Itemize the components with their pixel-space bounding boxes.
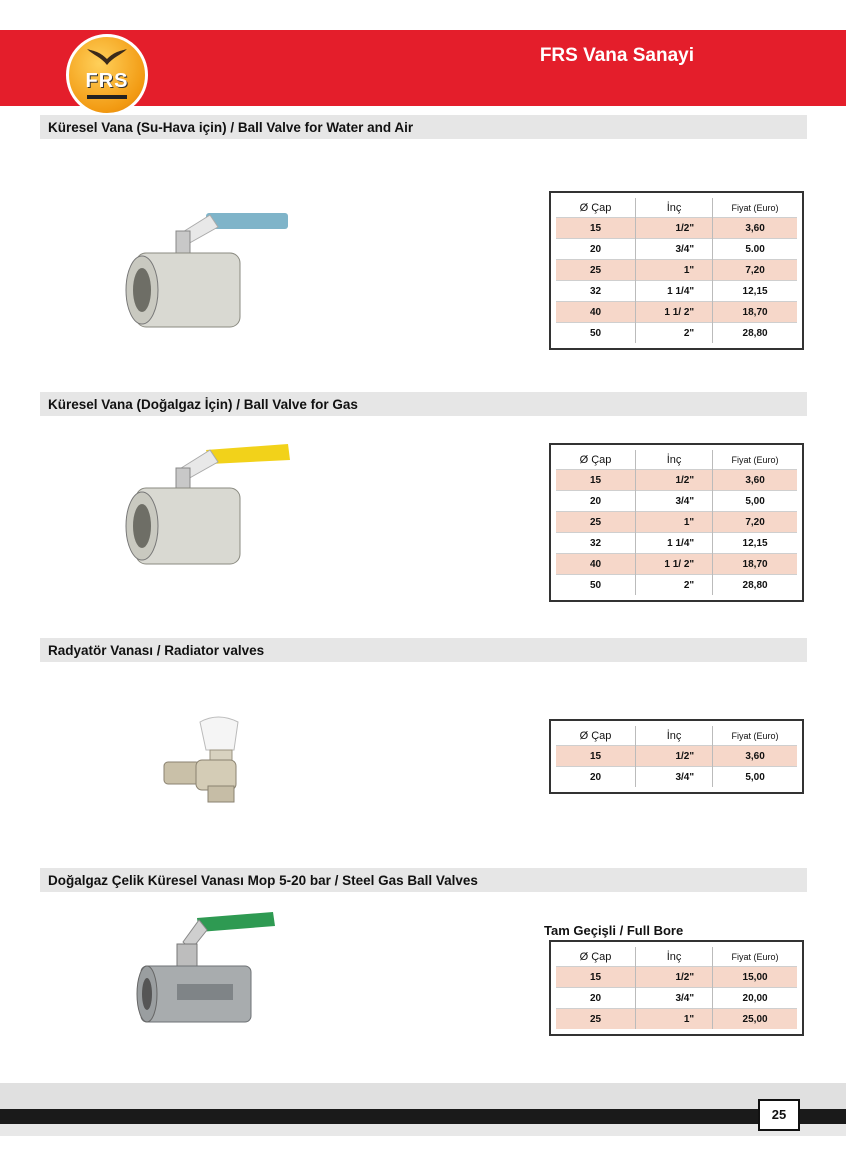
table-row	[556, 575, 797, 596]
cell-inch: 2"	[636, 575, 713, 596]
logo-bar	[87, 95, 127, 99]
cell-price: 20,00	[713, 988, 797, 1009]
price-table-radiator	[549, 719, 804, 794]
col-header-price: Fiyat (Euro)	[731, 454, 779, 465]
col-header-inch: İnç	[636, 450, 713, 470]
cell-price: 5,00	[713, 767, 797, 788]
cell-diameter: 20	[556, 239, 636, 260]
cell-price: 12,15	[713, 281, 797, 302]
footer-band-black	[0, 1109, 846, 1124]
logo-text: FRS	[85, 70, 129, 92]
cell-inch: 1 1/4"	[636, 533, 713, 554]
col-header-diameter: Ø Çap	[556, 726, 636, 746]
cell-inch: 1 1/4"	[636, 281, 713, 302]
table-row	[556, 1009, 797, 1030]
table-row	[556, 967, 797, 988]
section-header-water-air	[40, 115, 807, 139]
cell-price: 28,80	[713, 575, 797, 596]
table-row	[556, 470, 797, 491]
cell-diameter: 40	[556, 302, 636, 323]
cell-inch: 3/4"	[636, 239, 713, 260]
cell-inch: 1"	[636, 260, 713, 281]
table-row	[556, 239, 797, 260]
section-header-radiator	[40, 638, 807, 662]
cell-diameter: 32	[556, 281, 636, 302]
cell-price: 3,60	[713, 218, 797, 239]
table-row	[556, 302, 797, 323]
table-row	[556, 323, 797, 344]
cell-diameter: 20	[556, 767, 636, 788]
page-number: 25	[758, 1099, 800, 1131]
cell-inch: 1"	[636, 512, 713, 533]
cell-diameter: 25	[556, 260, 636, 281]
cell-price: 5,00	[713, 491, 797, 512]
cell-inch: 1 1/ 2"	[636, 302, 713, 323]
cell-price: 3,60	[713, 470, 797, 491]
cell-price: 7,20	[713, 260, 797, 281]
col-header-inch: İnç	[636, 947, 713, 967]
cell-price: 3,60	[713, 746, 797, 767]
price-table-steel-gas	[549, 940, 804, 1036]
ball-valve-blue-image	[118, 205, 298, 340]
cell-price: 18,70	[713, 554, 797, 575]
cell-price: 18,70	[713, 302, 797, 323]
cell-diameter: 15	[556, 218, 636, 239]
col-header-price: Fiyat (Euro)	[731, 202, 779, 213]
col-header-diameter: Ø Çap	[556, 198, 636, 218]
cell-inch: 1/2"	[636, 967, 713, 988]
col-header-inch: İnç	[636, 198, 713, 218]
table-row	[556, 281, 797, 302]
cell-diameter: 32	[556, 533, 636, 554]
section-title: Küresel Vana (Su-Hava için) / Ball Valve for Water and Air	[48, 120, 414, 135]
section-title: Radyatör Vanası / Radiator valves	[48, 643, 265, 658]
cell-price: 25,00	[713, 1009, 797, 1030]
cell-diameter: 15	[556, 967, 636, 988]
col-header-inch: İnç	[636, 726, 713, 746]
cell-diameter: 20	[556, 988, 636, 1009]
cell-diameter: 20	[556, 491, 636, 512]
eagle-wings-icon	[85, 45, 129, 69]
section-title: Doğalgaz Çelik Küresel Vanası Mop 5-20 bar / Steel Gas Ball Valves	[48, 873, 478, 888]
table-row	[556, 988, 797, 1009]
cell-price: 28,80	[713, 323, 797, 344]
cell-inch: 1/2"	[636, 218, 713, 239]
cell-inch: 3/4"	[636, 988, 713, 1009]
table-row	[556, 218, 797, 239]
section-header-steel-gas	[40, 868, 807, 892]
frs-logo	[66, 34, 148, 116]
col-header-diameter: Ø Çap	[556, 947, 636, 967]
section-title: Küresel Vana (Doğalgaz İçin) / Ball Valve for Gas	[48, 397, 358, 412]
cell-diameter: 15	[556, 746, 636, 767]
cell-inch: 1/2"	[636, 470, 713, 491]
price-table-gas	[549, 443, 804, 602]
cell-price: 7,20	[713, 512, 797, 533]
cell-inch: 3/4"	[636, 491, 713, 512]
col-header-price: Fiyat (Euro)	[731, 951, 779, 962]
radiator-valve-image	[160, 710, 260, 810]
table-row	[556, 746, 797, 767]
section-header-gas	[40, 392, 807, 416]
cell-diameter: 25	[556, 1009, 636, 1030]
cell-diameter: 50	[556, 323, 636, 344]
brand-title: FRS Vana Sanayi	[539, 45, 694, 66]
table-row	[556, 767, 797, 788]
full-bore-subtitle: Tam Geçişli / Full Bore	[544, 923, 684, 938]
col-header-price: Fiyat (Euro)	[731, 730, 779, 741]
cell-inch: 3/4"	[636, 767, 713, 788]
cell-diameter: 25	[556, 512, 636, 533]
footer-band-gray	[0, 1083, 846, 1109]
table-row	[556, 554, 797, 575]
cell-diameter: 15	[556, 470, 636, 491]
cell-price: 12,15	[713, 533, 797, 554]
cell-inch: 1"	[636, 1009, 713, 1030]
cell-inch: 1 1/ 2"	[636, 554, 713, 575]
table-row	[556, 260, 797, 281]
cell-diameter: 40	[556, 554, 636, 575]
table-row	[556, 533, 797, 554]
cell-inch: 2"	[636, 323, 713, 344]
table-row	[556, 491, 797, 512]
cell-diameter: 50	[556, 575, 636, 596]
steel-ball-valve-green-image	[133, 908, 283, 1043]
ball-valve-yellow-image	[118, 440, 298, 580]
table-row	[556, 512, 797, 533]
price-table-water-air	[549, 191, 804, 350]
cell-inch: 1/2"	[636, 746, 713, 767]
cell-price: 15,00	[713, 967, 797, 988]
cell-price: 5.00	[713, 239, 797, 260]
col-header-diameter: Ø Çap	[556, 450, 636, 470]
footer-band-light	[0, 1124, 846, 1136]
